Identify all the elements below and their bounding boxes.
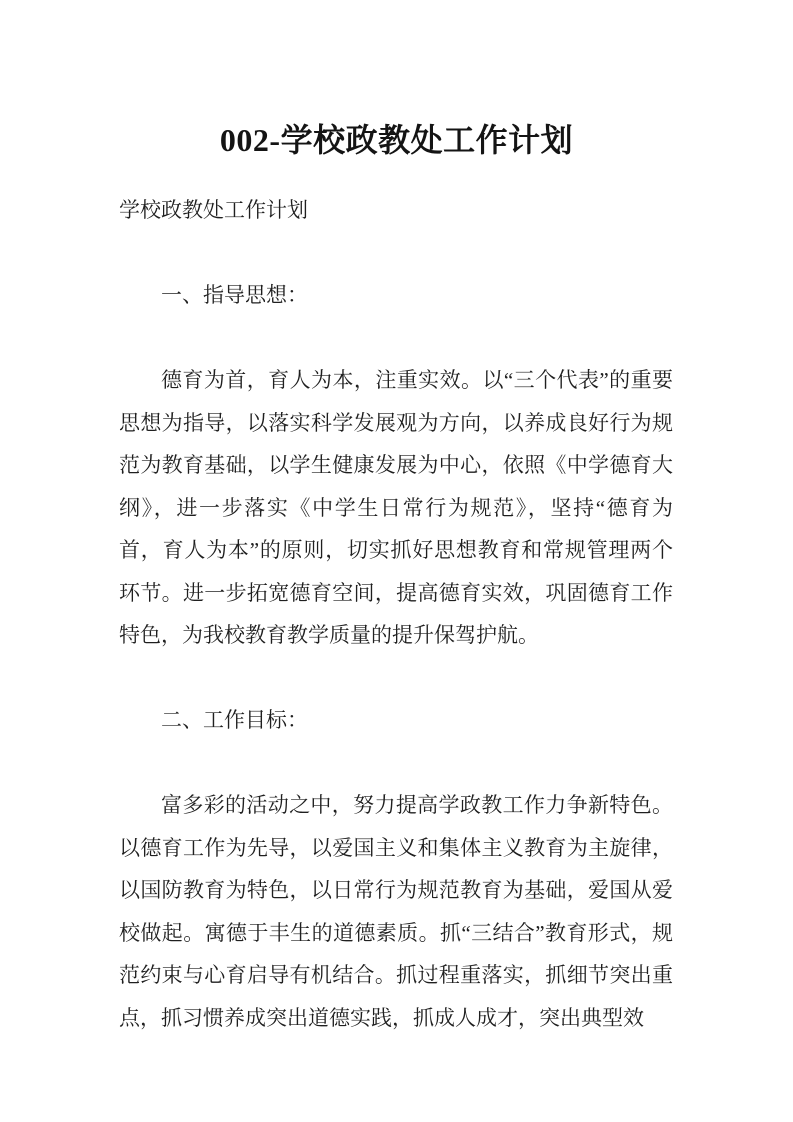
paragraph-work-goals: 富多彩的活动之中，努力提高学政教工作力争新特色。以德育工作为先导，以爱国主义和集体主义教育为主旋律，以国防教育为特色，以日常行为规范教育为基础，爱国从爱校做起。寓德于丰生的道德素质。抓“三结合”教育形式，规范约束与心育启导有机结合。抓过程重落实，抓细节突出重点，抓习惯养成突出道德实践，抓成人成才，突出典型效 (119, 793, 673, 1030)
paragraph-guiding-ideology: 德育为首，育人为本，注重实效。以“三个代表”的重要思想为指导，以落实科学发展观为方向，以养成良好行为规范为教育基础，以学生健康发展为中心，依照《中学德育大纲》，进一步落实《中学生日常行为规范》，坚持“德育为首，育人为本”的原则，切实抓好思想教育和常规管理两个环节。进一步拓宽德育空间，提高德育实效，巩固德育工作特色，为我校教育教学质量的提升保驾护航。 (119, 368, 673, 647)
document-body (119, 189, 673, 1039)
document-title: 002-学校政教处工作计划 (219, 122, 574, 158)
section-heading-2: 二、工作目标： (161, 708, 308, 732)
section-heading-1: 一、指导思想： (161, 283, 308, 307)
subtitle-paragraph: 学校政教处工作计划 (119, 198, 308, 222)
